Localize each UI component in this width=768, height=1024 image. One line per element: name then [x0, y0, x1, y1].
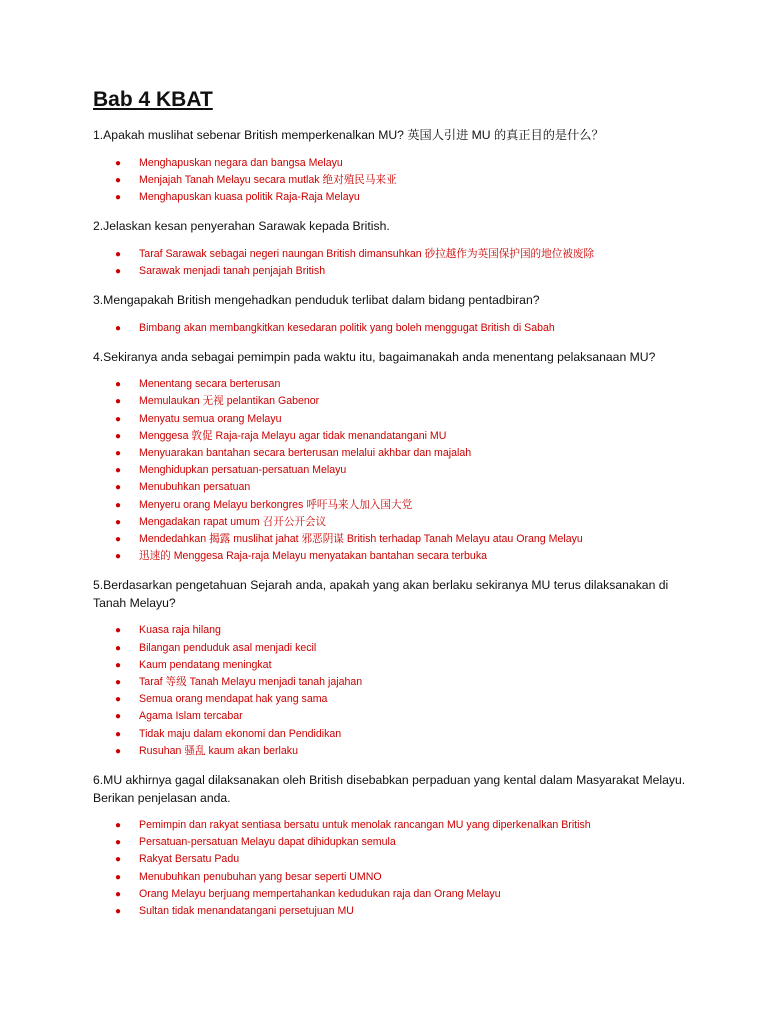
bullet-icon: ●	[115, 888, 122, 900]
answer-list-3	[93, 320, 693, 337]
answer-item: ● Agama Islam tercabar	[139, 708, 693, 725]
bullet-icon: ●	[115, 413, 122, 425]
bullet-icon: ●	[115, 465, 122, 477]
bullet-icon: ●	[115, 157, 122, 169]
answer-item: ● Memulaukan 无视 pelantikan Gabenor	[139, 393, 693, 410]
answer-item: ● Menyeru orang Melayu berkongres 呼吁马来人加入国大党	[139, 497, 693, 514]
bullet-icon: ●	[115, 854, 122, 866]
bullet-icon: ●	[115, 745, 122, 757]
bullet-icon: ●	[115, 659, 122, 671]
answer-item: ● Menjajah Tanah Melayu secara mutlak 绝对殖民马来亚	[139, 172, 693, 189]
bullet-icon: ●	[115, 379, 122, 391]
bullet-icon: ●	[115, 694, 122, 706]
question-6: 6.MU akhirnya gagal dilaksanakan oleh British disebabkan perpaduan yang kental dalam Masyarakat Melayu. Berikan penjelasan anda.	[93, 773, 686, 805]
bullet-icon: ●	[115, 820, 122, 832]
answer-item: ● Menghidupkan persatuan-persatuan Melayu	[139, 462, 693, 479]
bullet-icon: ●	[115, 516, 122, 528]
question-4: 4.Sekiranya anda sebagai pemimpin pada waktu itu, bagaimanakah anda menentang pelaksanaan MU?	[93, 349, 656, 364]
bullet-icon: ●	[115, 625, 122, 637]
answer-item: ● Menubuhkan penubuhan yang besar seperti UMNO	[139, 869, 693, 886]
answer-item: ● 迅速的 Menggesa Raja-raja Melayu menyatakan bantahan secara terbuka	[139, 548, 693, 565]
answer-item: ● Mengadakan rapat umum 召开公开会议	[139, 514, 693, 531]
answer-list-4	[93, 376, 693, 565]
answer-item: ● Kaum pendatang meningkat	[139, 657, 693, 674]
bullet-icon: ●	[115, 499, 122, 511]
question-2: 2.Jelaskan kesan penyerahan Sarawak kepada British.	[93, 219, 390, 234]
answer-item: ● Bimbang akan membangkitkan kesedaran politik yang boleh menggugat British di Sabah	[139, 320, 693, 337]
answer-item: ● Bilangan penduduk asal menjadi kecil	[139, 640, 693, 657]
answer-item: ● Taraf 等级 Tanah Melayu menjadi tanah jajahan	[139, 674, 693, 691]
answer-item: ● Persatuan-persatuan Melayu dapat dihidupkan semula	[139, 834, 693, 851]
answer-item: ● Orang Melayu berjuang mempertahankan kedudukan raja dan Orang Melayu	[139, 886, 693, 903]
answer-item: ● Rusuhan 骚乱 kaum akan berlaku	[139, 743, 693, 760]
answer-item: ● Menyuarakan bantahan secara berterusan melalui akhbar dan majalah	[139, 445, 693, 462]
bullet-icon: ●	[115, 191, 122, 203]
answer-item: ● Sarawak menjadi tanah penjajah British	[139, 263, 693, 280]
answer-item: ● Menghapuskan kuasa politik Raja-Raja Melayu	[139, 189, 693, 206]
answer-list-2	[93, 246, 693, 280]
answer-list-6	[93, 817, 693, 920]
answer-item: ● Semua orang mendapat hak yang sama	[139, 691, 693, 708]
answer-list-1	[93, 155, 693, 207]
answer-item: ● Tidak maju dalam ekonomi dan Pendidikan	[139, 726, 693, 743]
answer-item: ● Menubuhkan persatuan	[139, 479, 693, 496]
answer-item: ● Pemimpin dan rakyat sentiasa bersatu untuk menolak rancangan MU yang diperkenalkan British	[139, 817, 693, 834]
document-title: Bab 4 KBAT	[93, 88, 213, 111]
question-1: 1.Apakah muslihat sebenar British memperkenalkan MU? 英国人引进 MU 的真正目的是什么？	[93, 128, 604, 142]
bullet-icon: ●	[115, 448, 122, 460]
answer-item: ● Sultan tidak menandatangani persetujuan MU	[139, 903, 693, 920]
answer-item: ● Menggesa 敦促 Raja-raja Melayu agar tidak menandatangani MU	[139, 428, 693, 445]
bullet-icon: ●	[115, 248, 122, 260]
question-5: 5.Berdasarkan pengetahuan Sejarah anda, apakah yang akan berlaku sekiranya MU terus dilaksanakan di Tanah Melayu?	[93, 578, 669, 610]
answer-item: ● Menghapuskan negara dan bangsa Melayu	[139, 155, 693, 172]
answer-item: ● Menyatu semua orang Melayu	[139, 411, 693, 428]
answer-item: ● Rakyat Bersatu Padu	[139, 851, 693, 868]
answer-list-5	[93, 622, 693, 760]
bullet-icon: ●	[115, 906, 122, 918]
bullet-icon: ●	[115, 430, 122, 442]
bullet-icon: ●	[115, 322, 122, 334]
bullet-icon: ●	[115, 482, 122, 494]
answer-item: ● Kuasa raja hilang	[139, 622, 693, 639]
bullet-icon: ●	[115, 728, 122, 740]
bullet-icon: ●	[115, 265, 122, 277]
bullet-icon: ●	[115, 534, 122, 546]
answer-item: ● Menentang secara berterusan	[139, 376, 693, 393]
bullet-icon: ●	[115, 711, 122, 723]
bullet-icon: ●	[115, 837, 122, 849]
bullet-icon: ●	[115, 551, 122, 563]
bullet-icon: ●	[115, 396, 122, 408]
bullet-icon: ●	[115, 677, 122, 689]
bullet-icon: ●	[115, 174, 122, 186]
question-3: 3.Mengapakah British mengehadkan penduduk terlibat dalam bidang pentadbiran?	[93, 293, 540, 308]
answer-item: ● Taraf Sarawak sebagai negeri naungan British dimansuhkan 砂拉越作为英国保护国的地位被废除	[139, 246, 693, 263]
bullet-icon: ●	[115, 871, 122, 883]
bullet-icon: ●	[115, 642, 122, 654]
document-page	[93, 88, 693, 932]
answer-item: ● Mendedahkan 揭露 muslihat jahat 邪恶阴谋 British terhadap Tanah Melayu atau Orang Melayu	[139, 531, 693, 548]
